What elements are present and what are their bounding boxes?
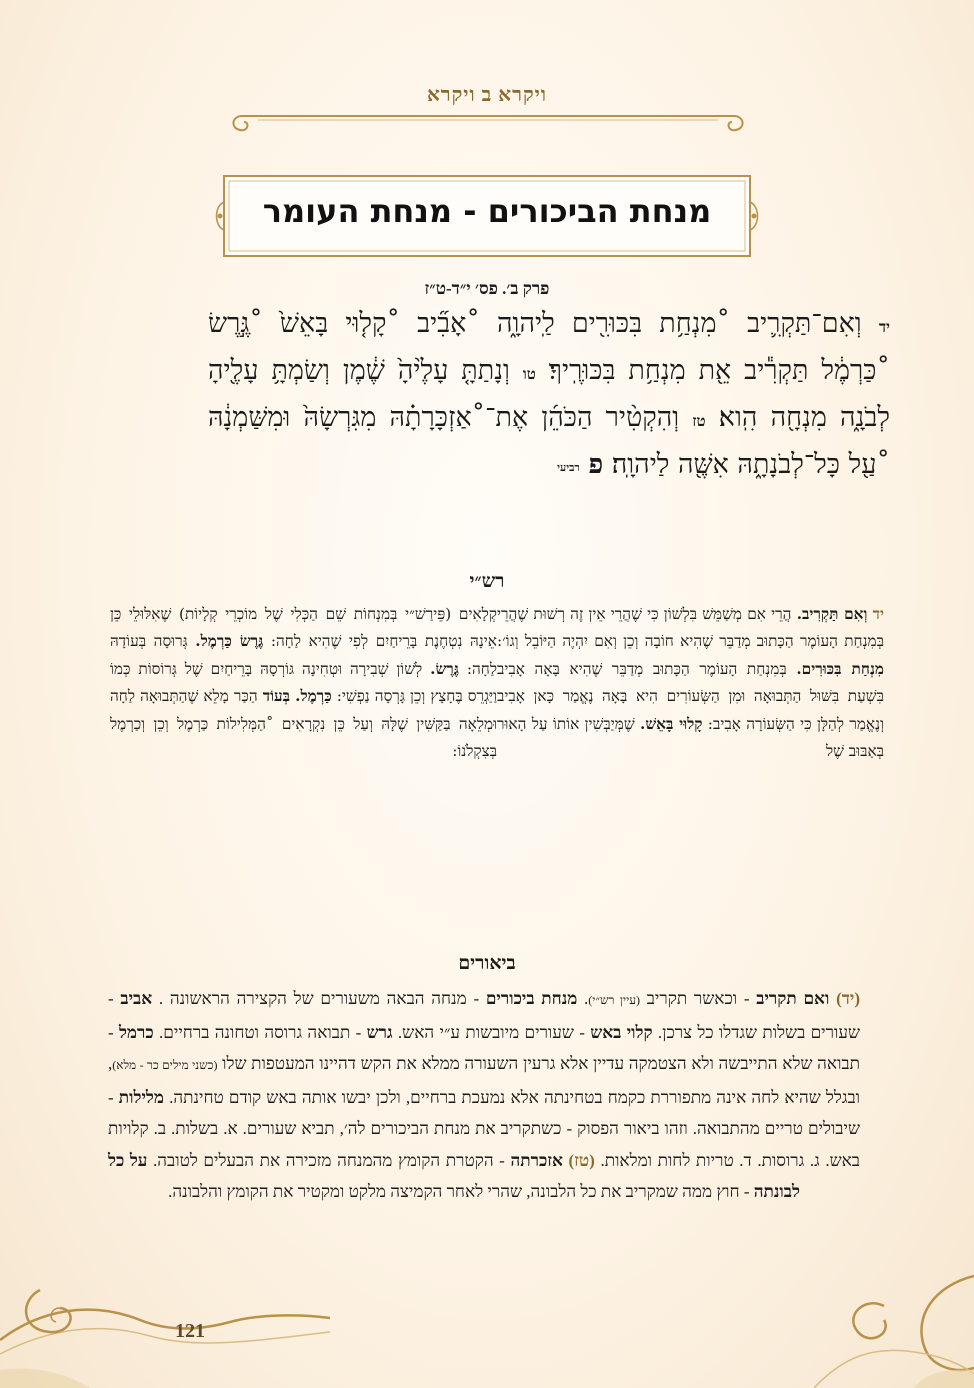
rashi-text: הֲרֵי אִם מְשַׁמֵּשׁ בִּלְשׁוֹן כִּי שֶׁהֲרֵי אֵין זֶה רְשׁוּת שֶׁהֲרֵי בְּמִנְחַת הָעוֹמֶר הַכָּתוּב מְדַבֵּר שֶׁהִיא חוֹבָה וְכֵן וְאִם יִהְיֶה הַיּוֹבֵל וְגוֹ׳: [497, 605, 884, 651]
verse-number: יד [878, 318, 890, 336]
biurim-term: על כל לבונתה [108, 1150, 800, 1201]
rashi-lemma: כַּרְמֶל. [295, 687, 332, 706]
biurim-verse-ref: (טז) [568, 1150, 595, 1170]
corner-ornament-right [814, 1256, 974, 1388]
biurim-gloss: , ובגלל שהיא לחה אינה מתפוררת כקמח בטחינתה אלא נמעכת ברחיים, ולכן יבשו אותה באש קודם טחינתה. [108, 1054, 860, 1107]
rashi-lemma: גֶּרֶשׂ. [430, 659, 459, 678]
rashi-lemma: גֶּרֶשׂ כַּרְמֶל. [195, 632, 264, 651]
biurim-note: (עיין רש״י) [588, 993, 640, 1007]
petucha-mark: פ [588, 449, 604, 480]
biurim-term: אביב [120, 989, 153, 1008]
chapter-reference: פרק ב׳. פס׳ י״ד-ט״ז [424, 279, 550, 298]
biurim-term: מנחת ביכורים [485, 989, 578, 1008]
rashi-text: קְלָאִים (פֵּירַשׁ״י בְּמִנְחוֹת שֵׁם הַכְּלִי שֶׁל מוֹכְרֵי קְלָיוֹת) שֶׁאִלּוּלֵי כֵּן אֵינָהּ נִטְחֶנֶת בָּרֵיחַיִם לְפִי שֶׁהִיא לַחָה: [110, 605, 497, 651]
biurim-gloss: - מנחה הבאה משעורים של הקצירה הראשונה . [152, 989, 486, 1008]
rashi-lemma: וְאִם תַּקְרִיב. [796, 605, 868, 623]
biurim-gloss: . [577, 989, 589, 1008]
biurim-term: ואם תקריב [756, 989, 830, 1008]
rashi-lemma: קָלוּי בָּאֵשׁ. [640, 714, 703, 733]
rashi-text: גְּרוּסָה בְּעוֹדָהּ לַחָה: [110, 632, 497, 678]
verse-14: וְאִם־תַּקְרִ֛יב ˚מִנְחַ֥ת בִּכּוּרִ֖ים לַֽיהוָ֑ה ˚אָבִ֞יב ˚קָל֤וּי בָּאֵשׁ֙ ˚גֶּ֣רֶשׂ ˚כַּרְמֶ֔ל תַּקְרִ֕יב אֵ֖ת מִנְחַ֥ת בִּכּוּרֶֽיךָ׃ [208, 308, 890, 386]
biurim-gloss: - תבואה שלא התייבשה ולא הצטמקה עדיין אלא גרעין השעורה ממלא את הקש דהיינו המעטפות שלו [108, 1022, 860, 1073]
biurim-note: (כשני מילים כר - מלא) [112, 1058, 218, 1072]
rashi-text: בְּמִנְחַת הָעוֹמֶר הַכָּתוּב מְדַבֵּר שֶׁהִיא בָּאָה אָבִיב בִּשְׁעַת בִּשּׁוּל הַתְּבוּאָה וּמִן הַשְּׂעוֹרִים הִיא בָּאָה נֶאֱמַר כָּאן אָבִיב וְנֶאֱמַר לְהַלָּן כִּי הַשְּׂעוֹרָה אָבִיב: [497, 659, 884, 733]
biurim-gloss: - הקטרת הקומץ מהמנחה מזכירה את הבעלים לטובה. [147, 1150, 511, 1170]
verse-text [208, 302, 890, 490]
verse-16: וְהִקְטִ֨יר הַכֹּהֵ֜ן אֶת־˚אַזְכָּרָתָ֗הּ מִגִּרְשָׂהּ֙ וּמִשַּׁמְנָ֔הּ ˚עַ֖ל כָּל־לְבֹנָתָ֑הּ אִשֶּׁ֖ה לַיהוָֽה׃ [208, 402, 890, 480]
verse-number: טז [692, 412, 706, 430]
aliya-mark: רביעי [557, 461, 580, 474]
biurim-heading: ביאורים [458, 953, 516, 974]
biurim-term: כרמל [118, 1022, 154, 1042]
rashi-lemma: בְּעוֹד [262, 687, 291, 706]
rashi-text: לְשׁוֹן שְׁבִירָה וּטְחִינָה גּוֹרְסָהּ בָּרֵיחַיִם שֶׁל גְּרוֹסוֹת כְּמוֹ וַיַּגְרֵס בֶּחָצָץ וְכֵן גָּרְסָה נַפְשִׁי: [110, 659, 497, 706]
rashi-column-left [110, 601, 497, 765]
biurim-gloss: - שעורים בשלות שגדלו כל צרכן. [108, 989, 860, 1042]
page-title: מנחת הביכורים - מנחת העומר [262, 192, 712, 230]
verse-number: טו [522, 365, 536, 383]
rashi-text: הַכַּר מָלֵא שֶׁהַתְּבוּאָה לַחָה וּמְלֵאָה בַּקַּשִּׁין שֶׁלָּהּ וְעַל כֵּן נִקְרָאִים ˚הַמְּלִילוֹת כַּרְמֶל וְכֵן וְכַרְמֶל בְּצִקְלֹנוֹ: [110, 687, 497, 761]
biurim-gloss: - שעורים מיובשות ע״י האש. [392, 1022, 591, 1042]
rashi-text: שֶׁמְּיַבְּשִׁין אוֹתוֹ עַל הָאוּר בְּאַבּוּב שֶׁל [497, 714, 884, 761]
biurim-gloss: - שיבולים טריים מהתבואה. וזהו ביאור הפסוק - כשתקריב את מנחת הביכורים לה׳, תביא שעורים. א. בשלות. ב. קלויות באש. ג. גרוסות. ד. טריות לחות ומלאות. [108, 1087, 860, 1170]
biurim-text [108, 983, 860, 1208]
page-number: 121 [175, 1320, 205, 1342]
biurim-gloss: - תבואה גרוסה וטחונה ברחיים. [153, 1022, 367, 1042]
verse-15: וְנָתַתָּ֤ עָלֶ֙יהָ֙ שֶׁ֔מֶן וְשַׂמְתָּ֥ עָלֶ֖יהָ לְבֹנָ֑ה מִנְחָ֖ה הִֽוא׃ [208, 355, 890, 433]
biurim-term: מלילות [118, 1087, 164, 1107]
rashi-heading: רש״י [469, 571, 505, 592]
ornamental-rule [228, 110, 748, 136]
biurim-verse-ref: (יד) [836, 989, 861, 1008]
biurim-gloss: - חוץ ממה שמקריב את כל הלבונה, שהרי לאחר הקמיצה מלקט ומקטיר את הקומץ והלבונה. [168, 1182, 754, 1201]
rashi-lemma: מִנְחַת בִּכּוּרִים. [796, 659, 884, 678]
rashi-column-right [497, 601, 884, 765]
biurim-gloss: - וכאשר תקריב [640, 989, 757, 1008]
biurim-term: אזכרתה [510, 1150, 563, 1170]
biurim-term: גרש [366, 1022, 393, 1042]
rashi-verse-number: יד [872, 605, 884, 623]
running-head: ויקרא ב ויקרא [426, 84, 548, 106]
biurim-term: קלוי באש [590, 1022, 653, 1042]
